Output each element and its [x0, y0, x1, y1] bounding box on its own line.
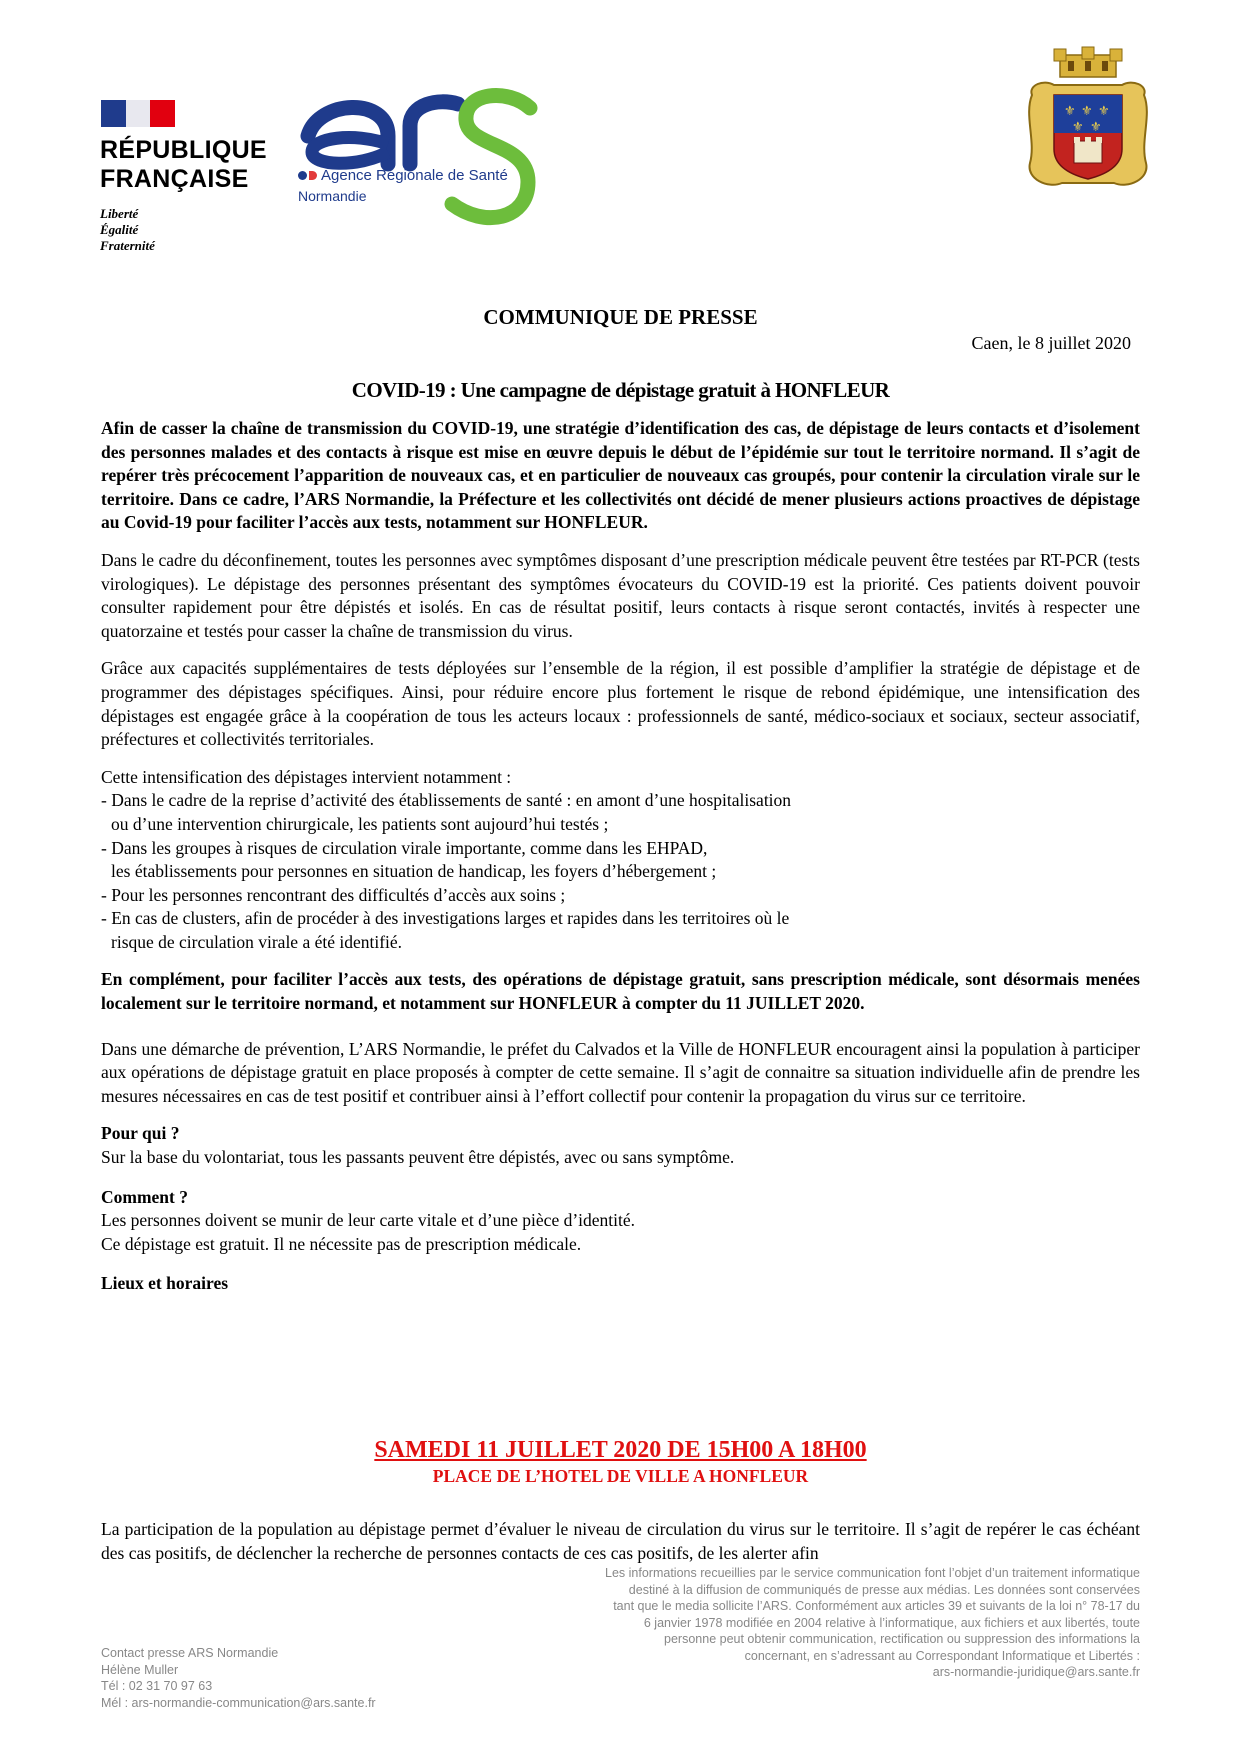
privacy-line: personne peut obtenir communication, rectification ou suppression des informations la — [664, 1632, 1140, 1646]
lieux-heading: Lieux et horaires — [101, 1273, 229, 1294]
list-item: - Dans le cadre de la reprise d’activité des établissements de santé : en amont d’une hospitalisation — [101, 790, 792, 811]
list-item: les établissements pour personnes en situation de handicap, les foyers d’hébergement ; — [111, 861, 717, 882]
motto-fraternite: Fraternité — [100, 238, 155, 253]
event-place: PLACE DE L’HOTEL DE VILLE A HONFLEUR — [432, 1466, 809, 1486]
ars-dot-icon — [298, 171, 307, 180]
ars-logo — [298, 86, 538, 231]
list-item: ou d’une intervention chirurgicale, les patients sont aujourd’hui testés ; — [111, 813, 609, 834]
motto-liberte: Liberté — [100, 206, 139, 221]
privacy-line: tant que le media sollicite l’ARS. Conformément aux articles 39 et suivants de la loi n° 78-17 du — [613, 1599, 1140, 1613]
svg-text:⚜: ⚜ — [1098, 104, 1110, 119]
svg-text:⚜: ⚜ — [1072, 120, 1084, 135]
comment-heading: Comment ? — [101, 1186, 188, 1207]
contact-phone: Tél : 02 31 70 97 63 — [101, 1679, 213, 1693]
svg-text:⚜: ⚜ — [1064, 104, 1076, 119]
page-title: COMMUNIQUE DE PRESSE — [483, 305, 758, 329]
list-item: risque de circulation virale a été identifié. — [111, 931, 403, 952]
list-item: - Pour les personnes rencontrant des difficultés d’accès aux soins ; — [101, 884, 566, 905]
privacy-line: destiné à la diffusion de communiqués de presse aux médias. Les données sont conservées — [628, 1582, 1140, 1597]
rf-line1: RÉPUBLIQUE — [100, 136, 267, 164]
rf-motto — [100, 206, 270, 254]
contact-email: Mél : ars-normandie-communication@ars.sante.fr — [101, 1695, 376, 1710]
contact-name: Hélène Muller — [101, 1662, 179, 1677]
paragraph-prevention: Dans une démarche de prévention, L’ARS Normandie, le préfet du Calvados et la Ville de HONFLEUR encouragent ainsi la population à participer aux opérations de dépistage gratuit en place proposés à compter de cette semaine. Il s’agit de connaitre sa situation individuelle afin de prendre les mesures nécessaires en cas de test positif et contribuer ainsi à l’effort collectif pour contenir la propagation du virus sur ce territoire. — [101, 1038, 1140, 1106]
svg-text:⚜: ⚜ — [1090, 120, 1102, 135]
marianne-flag-icon — [101, 100, 175, 127]
list-item: - Dans les groupes à risques de circulation virale importante, comme dans les EHPAD, — [101, 837, 708, 858]
svg-text:⚜: ⚜ — [1081, 104, 1093, 119]
privacy-line: 6 janvier 1978 modifiée en 2004 relative à l’informatique, aux fichiers et aux libertés, toute — [643, 1615, 1140, 1630]
comment-line-2: Ce dépistage est gratuit. Il ne nécessite pas de prescription médicale. — [101, 1233, 582, 1254]
privacy-email: ars-normandie-juridique@ars.sante.fr — [932, 1665, 1140, 1679]
intensification-list — [101, 766, 1140, 955]
lead-paragraph: Afin de casser la chaîne de transmission du COVID-19, une stratégie d’identification des cas, de dépistage de leurs contacts et d’isolement des personnes malades et des contacts à risque est mise en œuvre depuis le début de l’épidémie sur tout le territoire normand. Il s’agit de repérer très précocement l’apparition de nouveaux cas, et en particulier de nouveaux cas groupés, pour contenir la circulation virale sur le territoire. Dans ce cadre, l’ARS Normandie, la Préfecture et les collectivités ont décidé de mener plusieurs actions proactives de dépistage au Covid-19 pour faciliter l’accès aux tests, notamment sur HONFLEUR. — [101, 418, 1140, 533]
page-subtitle: COVID-19 : Une campagne de dépistage gratuit à HONFLEUR — [351, 378, 890, 402]
final-paragraph: La participation de la population au dépistage permet d’évaluer le niveau de circulation du virus sur le territoire. Il s’agit de repérer le cas échéant des cas positifs, de déclencher la recherche de personnes contacts de ces cas positifs, de les alerter afin — [101, 1519, 1140, 1563]
event-date: SAMEDI 11 JUILLET 2020 DE 15H00 A 18H00 — [374, 1437, 867, 1463]
paragraph-capacites: Grâce aux capacités supplémentaires de tests déployées sur l’ensemble de la région, il est possible d’amplifier la stratégie de dépistage et de programmer des dépistages spécifiques. Ainsi, pour réduire encore plus fortement le risque de rebond épidémique, une intensification des dépistages est engagée grâce à la coopération de tous les acteurs locaux : professionnels de santé, médico-sociaux et sociaux, secteur associatif, préfectures et collectivités territoriales. — [101, 658, 1140, 750]
list-item: - En cas de clusters, afin de procéder à des investigations larges et rapides dans les territoires où le — [101, 908, 790, 929]
comment-line-1: Les personnes doivent se munir de leur carte vitale et d’une pièce d’identité. — [101, 1210, 636, 1231]
paragraph-deconfinement: Dans le cadre du déconfinement, toutes les personnes avec symptômes disposant d’une prescription médicale peuvent être testées par RT-PCR (tests virologiques). Le dépistage des personnes présentant des symptômes évocateurs du COVID-19 est la priorité. Ces patients doivent pouvoir consulter rapidement pour être dépistés et isolés. En cas de résultat positif, leurs contacts à risque seront contactés, invités à respecter une quatorzaine et testés pour casser la chaîne de transmission du virus. — [101, 549, 1140, 641]
contact-title: Contact presse ARS Normandie — [101, 1646, 279, 1660]
privacy-line: concernant, en s’adressant au Correspondant Informatique et Libertés : — [744, 1648, 1140, 1663]
list-intro: Cette intensification des dépistages intervient notamment : — [101, 766, 512, 787]
release-date: Caen, le 8 juillet 2020 — [971, 333, 1131, 353]
press-contact — [101, 1645, 376, 1711]
republique-francaise-logo — [100, 100, 270, 254]
ars-halfdot-icon — [309, 171, 317, 180]
motto-egalite: Égalité — [100, 222, 139, 237]
ars-wordmark-icon — [298, 86, 538, 231]
ars-region: Normandie — [298, 188, 367, 204]
rf-line2: FRANÇAISE — [100, 165, 249, 193]
privacy-line: Les informations recueillies par le service communication font l’objet d’un traitement informatique — [605, 1566, 1140, 1580]
privacy-notice — [500, 1565, 1140, 1681]
ars-agency-name: Agence Régionale de Santé — [321, 167, 508, 184]
pour-qui-text: Sur la base du volontariat, tous les passants peuvent être dépistés, avec ou sans symptôme. — [101, 1147, 735, 1168]
main-content — [101, 417, 1140, 1296]
pour-qui-heading: Pour qui ? — [101, 1123, 180, 1144]
honfleur-coat-of-arms-icon — [1024, 45, 1152, 195]
complement-paragraph: En complément, pour faciliter l’accès aux tests, des opérations de dépistage gratuit, sans prescription médicale, sont désormais menées localement sur le territoire normand, et notamment sur HONFLEUR à compter du 11 JUILLET 2020. — [101, 969, 1140, 1014]
event-block — [0, 1437, 1241, 1487]
